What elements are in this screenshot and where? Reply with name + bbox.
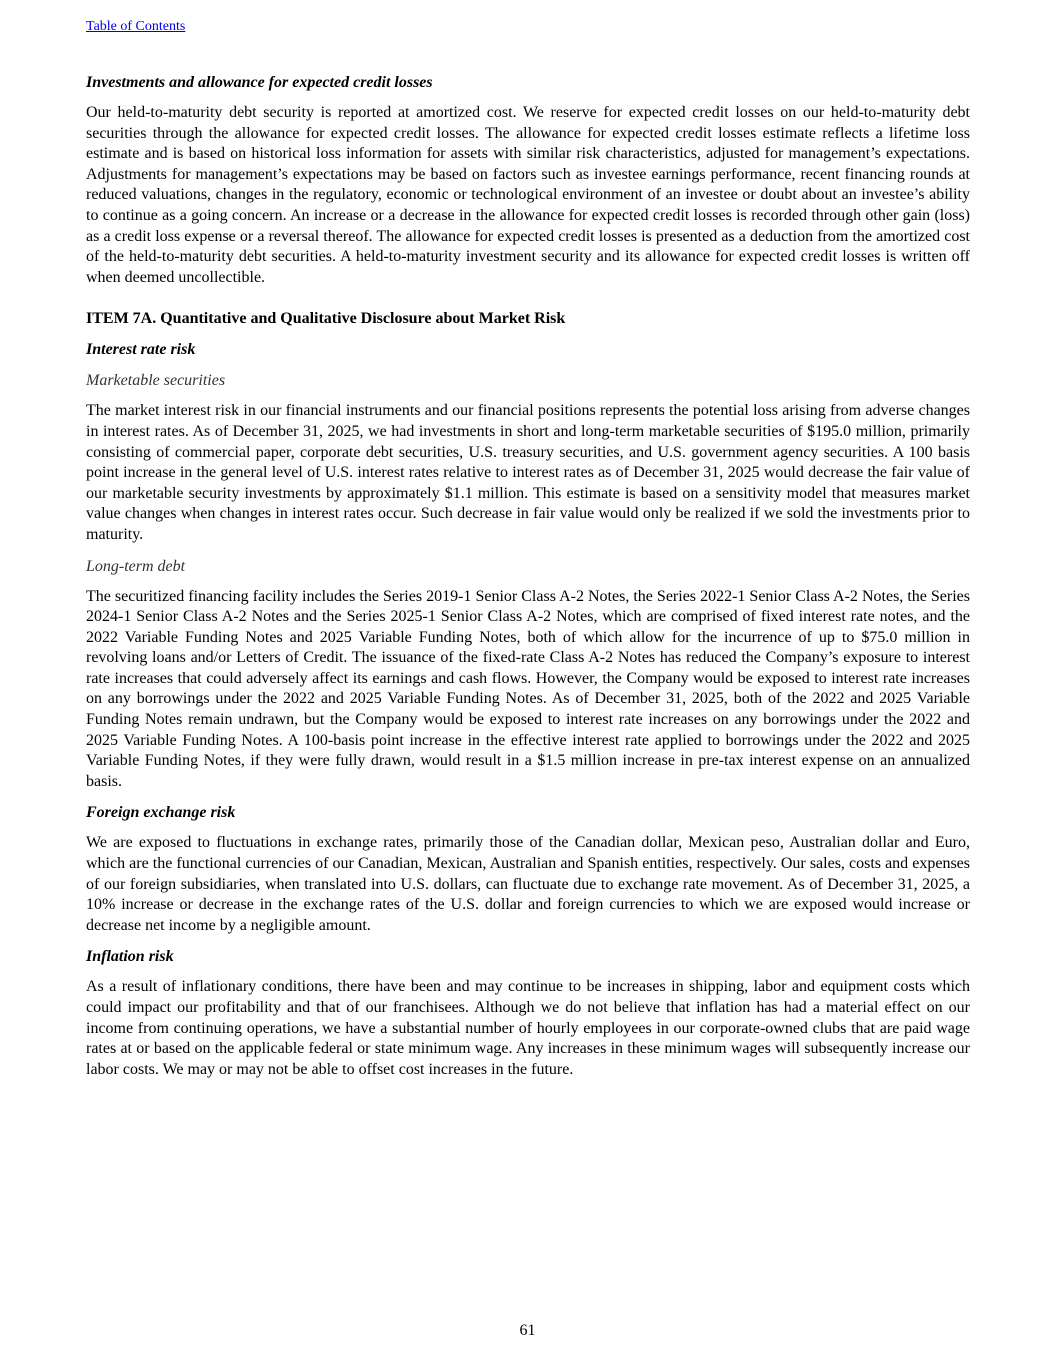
marketable-securities-paragraph: The market interest risk in our financial instruments and our financial positions represents the potential loss arising from adverse changes in interest rates. As of December 31, 2025, we had investments in short and long-term marketable securities of $195.0 million, primarily consisting of commercial paper, corporate debt securities, U.S. treasury securities, and U.S. government agency securities. A 100 basis point increase in the general level of U.S. interest rates relative to interest rates as of December 31, 2025 would decrease the fair value of our marketable security investments by approximately $1.1 million. This estimate is based on a sensitivity model that measures market value changes when changes in interest rates occur. Such decrease in fair value would only be realized if we sold the investments prior to maturity. (86, 402, 970, 543)
long-term-debt-paragraph: The securitized financing facility includes the Series 2019-1 Senior Class A-2 Notes, the Series 2022-1 Senior Class A-2 Notes, the Series 2024-1 Senior Class A-2 Notes and the Series 2025-1 Senior Class A-2 Notes, which are comprised of fixed interest rate notes, and the 2022 Variable Funding Notes and 2025 Variable Funding Notes, both of which allow for the incurrence of up to $75.0 million in revolving loans and/or Letters of Credit. The issuance of the fixed-rate Class A-2 Notes has reduced the Company’s exposure to interest rate increases that could adversely affect its earnings and cash flows. However, the Company would be exposed to interest rate increases on any borrowings under the 2022 and 2025 Variable Funding Notes. As of December 31, 2025, both of the 2022 and 2025 Variable Funding Notes remain undrawn, but the Company would be exposed to interest rate increases on any borrowings under the 2022 and 2025 Variable Funding Notes. A 100-basis point increase in the effective interest rate applied to borrowings under the 2022 and 2025 Variable Funding Notes, if they were fully drawn, would result in a $1.5 million increase in pre-tax interest expense on an annualized basis. (86, 587, 970, 790)
table-of-contents-link[interactable]: Table of Contents (86, 19, 186, 34)
interest-rate-risk-heading: Interest rate risk (86, 341, 196, 359)
investments-paragraph: Our held-to-maturity debt security is reported at amortized cost. We reserve for expected credit losses on our held-to-maturity debt securities through the allowance for expected credit losses. The allowance for expected credit losses estimate reflects a lifetime loss estimate and is based on historical loss information for assets with similar risk characteristics, adjusted for management’s expectations. Adjustments for management’s expectations may be based on factors such as investee earnings performance, recent financing rounds at reduced valuations, changes in the regulatory, economic or technological environment of an investee or doubt about an investee’s ability to continue as a going concern. An increase or a decrease in the allowance for expected credit losses is recorded through other gain (loss) as a credit loss expense or a reversal thereof. The allowance for expected credit losses is presented as a deduction from the amortized cost of the held-to-maturity debt securities. A held-to-maturity investment security and its allowance for expected credit losses is written off when deemed uncollectible. (86, 104, 970, 286)
inflation-risk-heading: Inflation risk (86, 948, 174, 966)
marketable-securities-heading: Marketable securities (86, 372, 226, 390)
document-body (86, 72, 970, 1090)
item-7a-heading: ITEM 7A. Quantitative and Qualitative Disclosure about Market Risk (86, 310, 566, 328)
inflation-risk-paragraph: As a result of inflationary conditions, there have been and may continue to be increases in shipping, labor and equipment costs which could impact our profitability and that of our franchisees. Although we do not believe that inflation has had a material effect on our income from continuing operations, we have a substantial number of hourly employees in our corporate-owned clubs that are paid wage rates at or based on the applicable federal or state minimum wage. Any increases in these minimum wages will subsequently increase our labor costs. We may or may not be able to offset cost increases in the future. (86, 978, 970, 1078)
long-term-debt-heading: Long-term debt (86, 557, 186, 575)
foreign-exchange-risk-heading: Foreign exchange risk (86, 804, 236, 822)
investments-heading: Investments and allowance for expected credit losses (86, 74, 433, 91)
foreign-exchange-paragraph: We are exposed to fluctuations in exchange rates, primarily those of the Canadian dollar, Mexican peso, Australian dollar and Euro, which are the functional currencies of our Canadian, Mexican, Australian and Spanish entities, respectively. Our sales, costs and expenses of our foreign subsidiaries, when translated into U.S. dollars, can fluctuate due to exchange rate movement. As of December 31, 2025, a 10% increase or decrease in the exchange rates of the U.S. dollar and foreign currencies to which we are exposed would increase or decrease net income by a negligible amount. (86, 834, 970, 934)
page-number: 61 (519, 1322, 536, 1339)
